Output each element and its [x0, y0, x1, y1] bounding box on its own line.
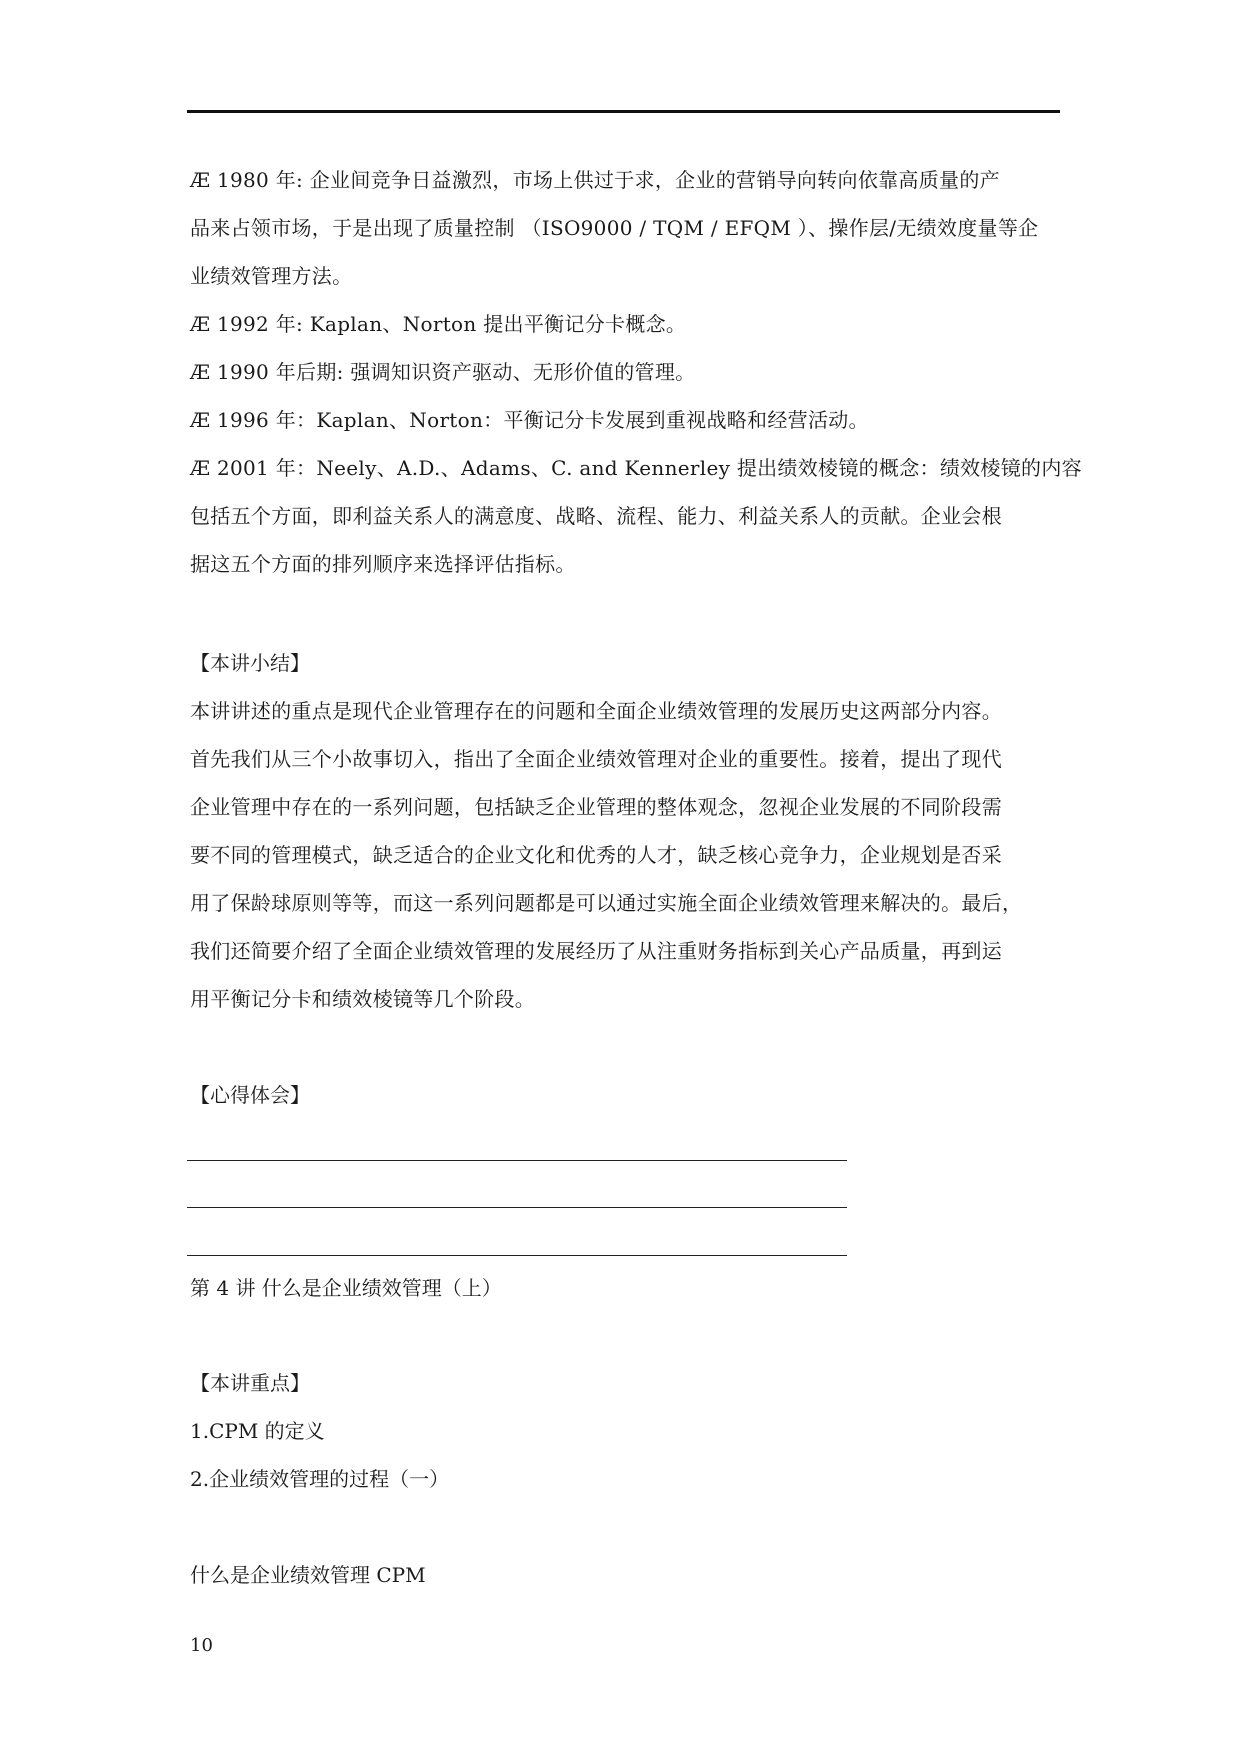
summary-line: 企业管理中存在的一系列问题，包括缺乏企业管理的整体观念，忽视企业发展的不同阶段需 [190, 795, 1002, 819]
key-points-heading: 【本讲重点】 [190, 1371, 310, 1395]
key-point-item: 2.企业绩效管理的过程（一） [190, 1467, 450, 1491]
key-point-item: 1.CPM 的定义 [190, 1419, 325, 1443]
reflection-write-line [187, 1207, 847, 1208]
summary-line: 本讲讲述的重点是现代企业管理存在的问题和全面企业绩效管理的发展历史这两部分内容。 [190, 699, 1002, 723]
summary-line: 要不同的管理模式，缺乏适合的企业文化和优秀的人才，缺乏核心竞争力，企业规划是否采 [190, 843, 1002, 867]
summary-line: 首先我们从三个小故事切入，指出了全面企业绩效管理对企业的重要性。接着，提出了现代 [190, 747, 1002, 771]
header-rule [187, 110, 1060, 113]
section-title: 什么是企业绩效管理 CPM [190, 1563, 426, 1587]
history-line: 业绩效管理方法。 [190, 264, 353, 288]
history-line: Æ 1980 年: 企业间竞争日益激烈，市场上供过于求，企业的营销导向转向依靠高质量的产 [190, 168, 1000, 192]
summary-section [190, 687, 1070, 1023]
page-number: 10 [190, 1635, 213, 1656]
reflection-write-line [187, 1255, 847, 1256]
summary-line: 用平衡记分卡和绩效棱镜等几个阶段。 [190, 987, 536, 1011]
summary-line: 我们还简要介绍了全面企业绩效管理的发展经历了从注重财务指标到关心产品质量，再到运 [190, 939, 1002, 963]
history-line: 包括五个方面，即利益关系人的满意度、战略、流程、能力、利益关系人的贡献。企业会根 [190, 504, 1002, 528]
summary-heading: 【本讲小结】 [190, 651, 310, 675]
reflection-write-line [187, 1160, 847, 1161]
reflection-heading: 【心得体会】 [190, 1083, 310, 1107]
summary-line: 用了保龄球原则等等，而这一系列问题都是可以通过实施全面企业绩效管理来解决的。最后， [190, 891, 1023, 915]
history-line: Æ 1990 年后期: 强调知识资产驱动、无形价值的管理。 [190, 360, 696, 384]
history-line: 据这五个方面的排列顺序来选择评估指标。 [190, 552, 576, 576]
history-line: Æ 2001 年：Neely、A.D.、Adams、C. and Kennerley 提出绩效棱镜的概念：绩效棱镜的内容 [190, 456, 1082, 480]
history-section [190, 156, 1082, 588]
history-line: Æ 1992 年: Kaplan、Norton 提出平衡记分卡概念。 [190, 312, 687, 336]
lecture-title: 第 4 讲 什么是企业绩效管理（上） [190, 1276, 502, 1300]
history-line: Æ 1996 年：Kaplan、Norton：平衡记分卡发展到重视战略和经营活动。 [190, 408, 869, 432]
history-line: 品来占领市场，于是出现了质量控制 （ISO9000 / TQM / EFQM ）、操作层/无绩效度量等企 [190, 216, 1039, 240]
